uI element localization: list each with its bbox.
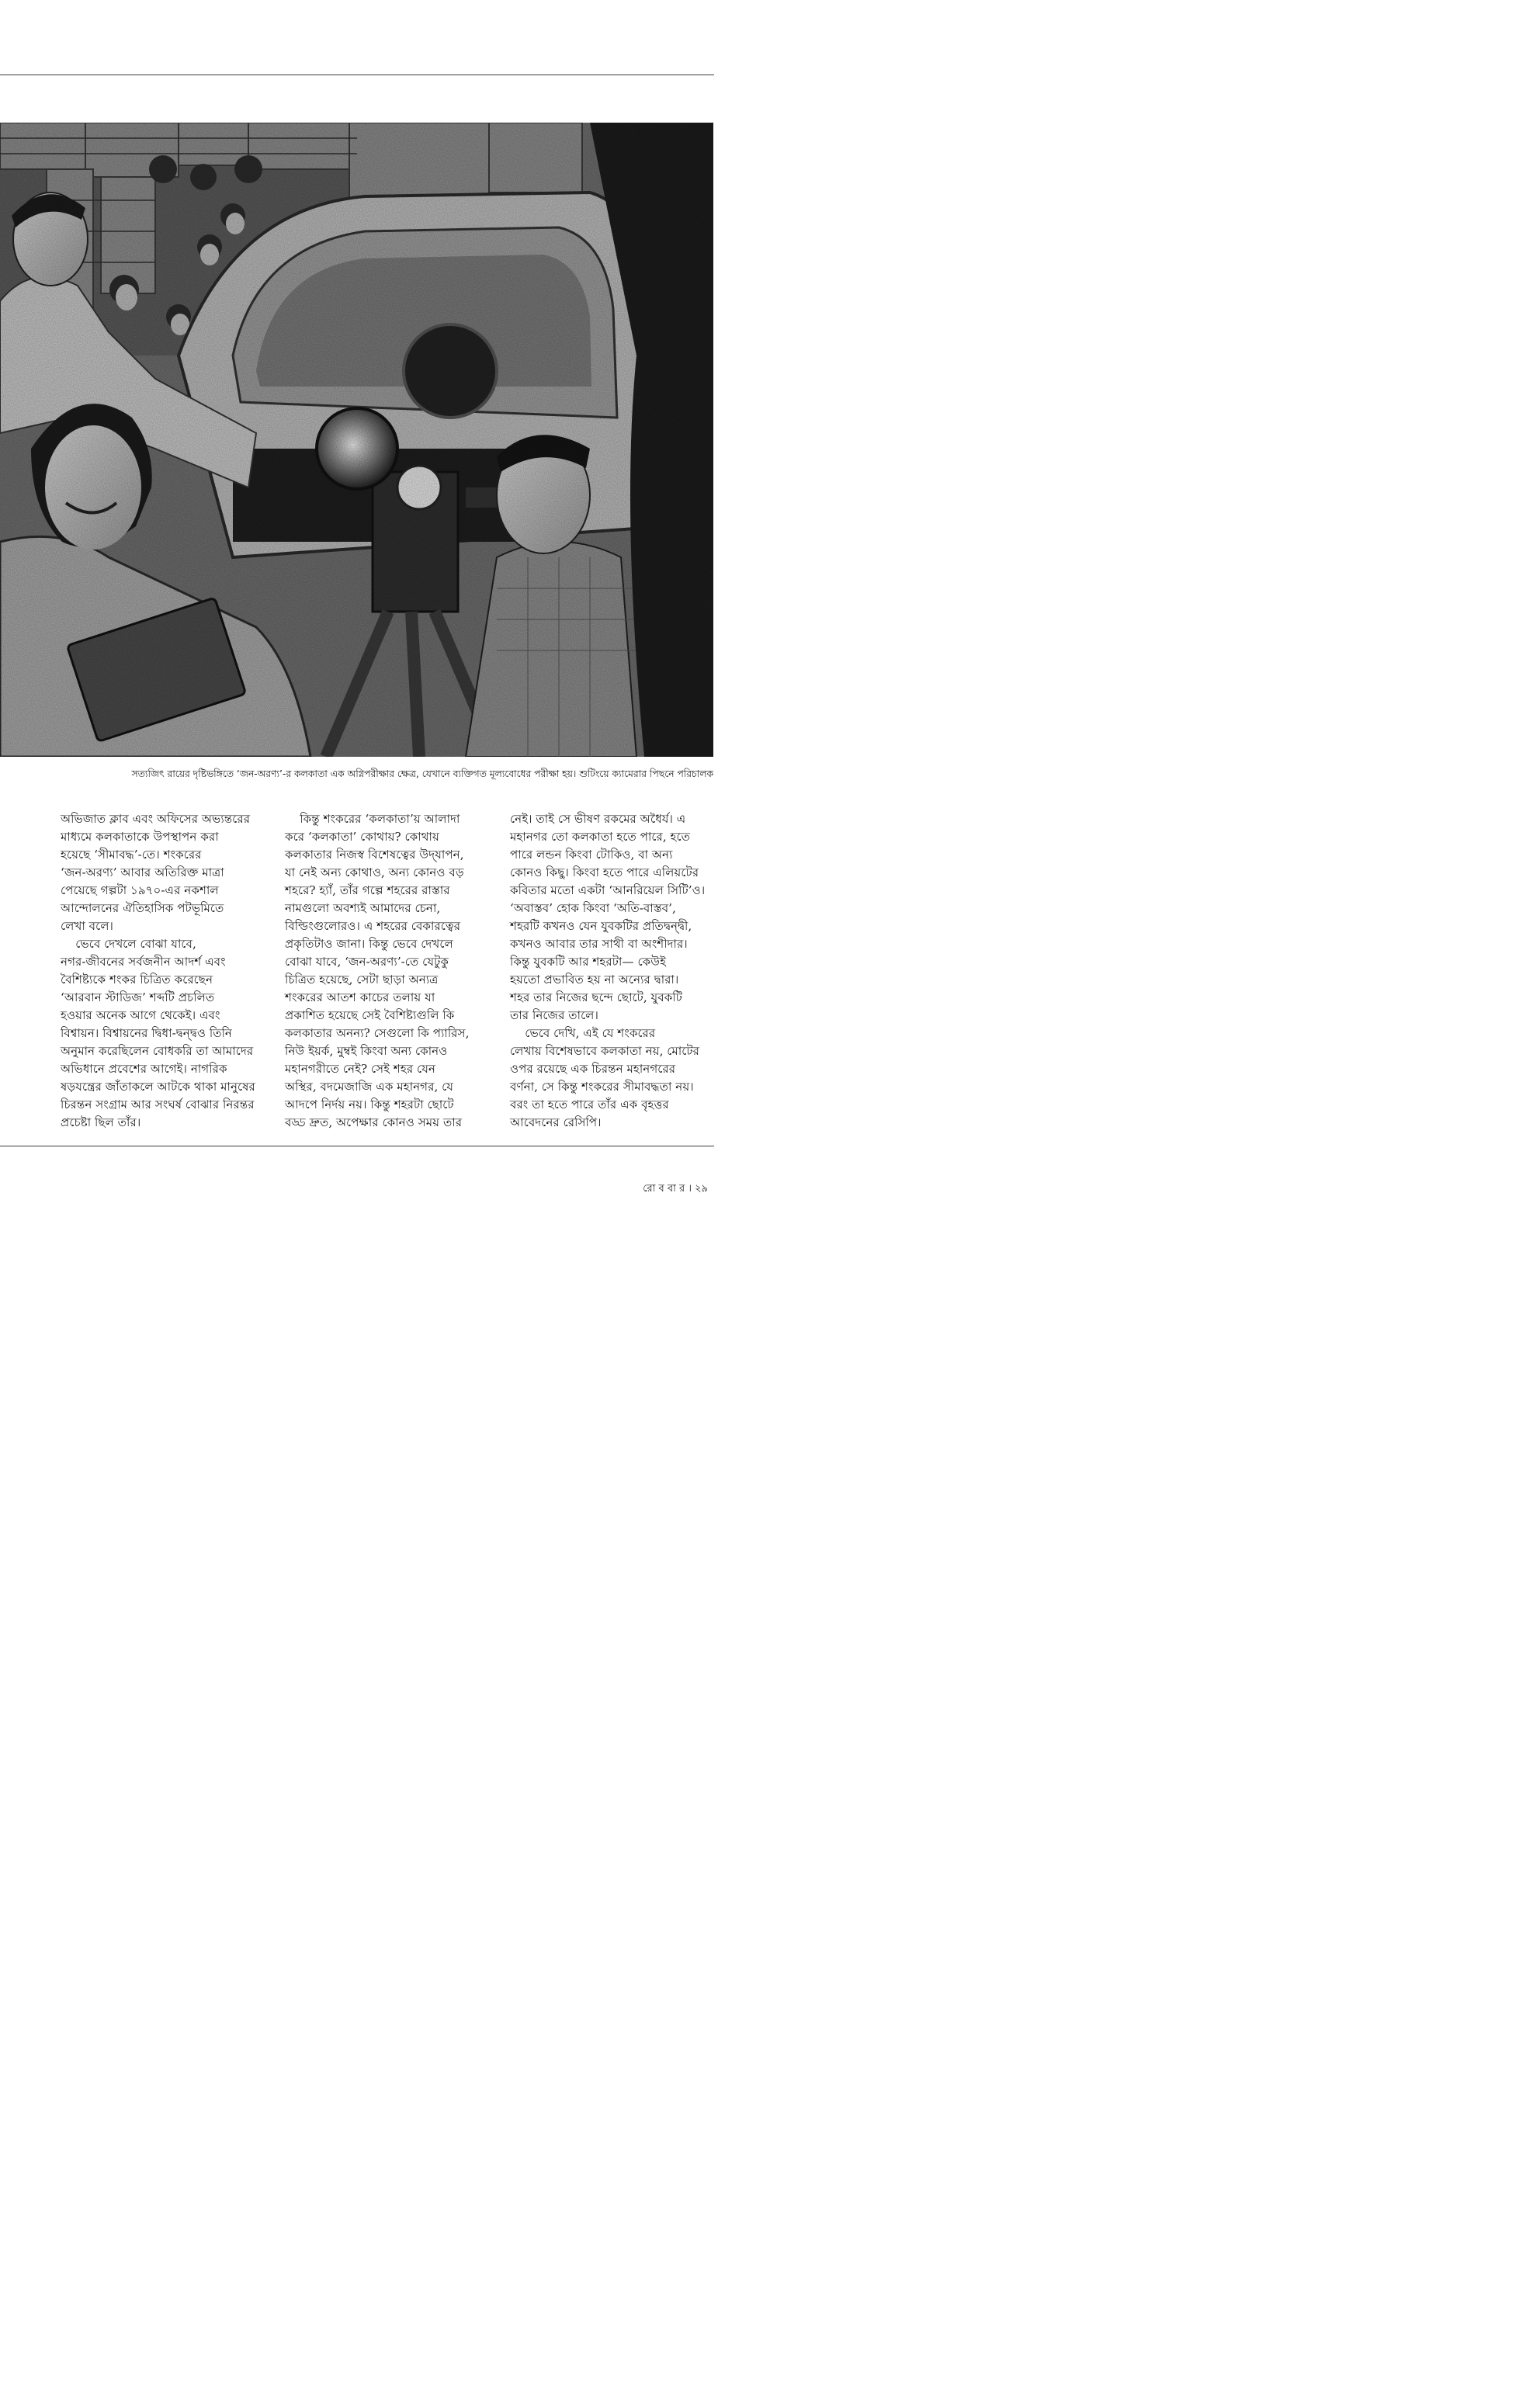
text-line: ওপর রয়েছে এক চিরন্তন মহানগরের: [510, 1062, 676, 1076]
text-column-1: [61, 810, 264, 1132]
text-line: নিউ ইয়র্ক, মুম্বই কিংবা অন্য কোনও: [285, 1044, 448, 1058]
text-line: ভেবে দেখলে বোঝা যাবে,: [61, 937, 196, 951]
text-line: মহানগর তো কলকাতা হতে পারে, হতে: [510, 830, 691, 844]
text-line: নেই। তাই সে ভীষণ রকমের অধৈর্য। এ: [510, 812, 686, 826]
text-line: নগর-জীবনের সর্বজনীন আদর্শ এবং: [61, 955, 226, 969]
text-line: শহর তার নিজের ছন্দে ছোটে, যুবকটি: [510, 990, 682, 1004]
text-line: লেখা বলে।: [61, 919, 113, 933]
text-column-3: [510, 810, 713, 1132]
text-line: বিশ্বায়ন। বিশ্বায়নের দ্বিধা-দ্বন্দ্বও তিনি: [61, 1026, 233, 1040]
text-line: প্রচেষ্টা ছিল তাঁর।: [61, 1115, 141, 1129]
text-line: কোনও কিছু। কিংবা হতে পারে এলিয়টের: [510, 865, 699, 879]
text-line: আদপে নির্দয় নয়। কিন্তু শহরটা ছোটে: [285, 1098, 454, 1112]
text-line: বৈশিষ্ট্যকে শংকর চিত্রিত করেছেন: [61, 973, 213, 987]
text-line: বিল্ডিংগুলোরও। এ শহরের বেকারত্বের: [285, 919, 461, 933]
text-line: কখনও আবার তার সাথী বা অংশীদার।: [510, 937, 688, 951]
text-line: যা নেই অন্য কোথাও, অন্য কোনও বড়: [285, 865, 464, 879]
text-line: ষড়যন্ত্রের জাঁতাকলে আটকে থাকা মানুষের: [61, 1080, 255, 1094]
text-line: তার নিজের তালে।: [510, 1008, 598, 1022]
text-line: নামগুলো অবশ্যই আমাদের চেনা,: [285, 901, 441, 915]
text-line: হওয়ার অনেক আগে থেকেই। এবং: [61, 1008, 220, 1022]
text-line: অভিজাত ক্লাব এবং অফিসের অভ্যন্তরের: [61, 812, 251, 826]
text-line: কিন্তু শংকরের ‘কলকাতা’য় আলাদা: [285, 812, 460, 826]
photo-caption: সত্যজিৎ রায়ের দৃষ্টিভঙ্গিতে ‘জন-অরণ্য’-র কলকাতা এক অগ্নিপরীক্ষার ক্ষেত্র, যেখানে ব্যক্তিগত মূল্যবোধের পরীক্ষা হয়। শুটিংয়ে ক্যামেরার পিছনে পরিচালক: [131, 768, 713, 779]
text-line: হয়েছে ‘সীমাবদ্ধ’-তে। শংকরের: [61, 848, 202, 862]
text-line: অনুমান করেছিলেন বোধকরি তা আমাদের: [61, 1044, 254, 1058]
text-line: শহরে? হ্যাঁ, তাঁর গল্পে শহরের রাস্তার: [285, 883, 450, 897]
text-line: ‘আরবান স্টাডিজ’ শব্দটি প্রচলিত: [61, 990, 215, 1004]
text-line: লেখায় বিশেষভাবে কলকাতা নয়, মোটের: [510, 1044, 699, 1058]
text-line: বোঝা যাবে, ‘জন-অরণ্য’-তে যেটুকু: [285, 955, 449, 969]
page-footer: রো ব বা র । ২৯: [643, 1183, 708, 1195]
text-line: বর্ণনা, সে কিন্তু শংকরের সীমাবদ্ধতা নয়।: [510, 1080, 694, 1094]
text-line: প্রকৃতিটাও জানা। কিন্তু ভেবে দেখলে: [285, 937, 453, 951]
text-line: পারে লন্ডন কিংবা টোকিও, বা অন্য: [510, 848, 673, 862]
text-line: চিরন্তন সংগ্রাম আর সংঘর্ষ বোঝার নিরন্তর: [61, 1098, 255, 1112]
text-line: শহরটি কখনও যেন যুবকটির প্রতিদ্বন্দ্বী,: [510, 919, 692, 933]
text-line: অভিধানে প্রবেশের আগেই। নাগরিক: [61, 1062, 227, 1076]
text-line: হয়তো প্রভাবিত হয় না অন্যের দ্বারা।: [510, 973, 679, 987]
text-line: শংকরের আতশ কাচের তলায় যা: [285, 990, 435, 1004]
text-line: কলকাতার নিজস্ব বিশেষত্বের উদ্‌যাপন,: [285, 848, 464, 862]
film-shoot-photo: [0, 123, 713, 757]
text-line: প্রকাশিত হয়েছে সেই বৈশিষ্ট্যগুলি কি: [285, 1008, 455, 1022]
text-line: বরং তা হতে পারে তাঁর এক বৃহত্তর: [510, 1098, 669, 1112]
text-line: ‘জন-অরণ্য’ আবার অতিরিক্ত মাত্রা: [61, 865, 224, 879]
text-line: কিন্তু যুবকটি আর শহরটা— কেউই: [510, 955, 666, 969]
text-line: ‘অবাস্তব’ হোক কিংবা ‘অতি-বাস্তব’,: [510, 901, 676, 915]
text-line: আন্দোলনের ঐতিহাসিক পটভূমিতে: [61, 901, 224, 915]
text-line: কলকাতার অনন্য? সেগুলো কি প্যারিস,: [285, 1026, 470, 1040]
text-line: অস্থির, বদমেজাজি এক মহানগর, যে: [285, 1080, 454, 1094]
text-line: পেয়েছে গল্পটা ১৯৭০-এর নকশাল: [61, 883, 219, 897]
text-line: কবিতার মতো একটা ‘আনরিয়েল সিটি’ও।: [510, 883, 706, 897]
text-line: চিত্রিত হয়েছে, সেটা ছাড়া অন্যত্র: [285, 973, 439, 987]
text-column-2: [285, 810, 488, 1132]
text-line: বড্ড দ্রুত, অপেক্ষার কোনও সময় তার: [285, 1115, 463, 1129]
text-line: মহানগরীতে নেই? সেই শহর যেন: [285, 1062, 436, 1076]
text-line: করে ‘কলকাতা’ কোথায়? কোথায়: [285, 830, 439, 844]
text-line: মাধ্যমে কলকাতাকে উপস্থাপন করা: [61, 830, 219, 844]
text-line: ভেবে দেখি, এই যে শংকরের: [510, 1026, 656, 1040]
text-line: আবেদনের রেসিপি।: [510, 1115, 602, 1129]
